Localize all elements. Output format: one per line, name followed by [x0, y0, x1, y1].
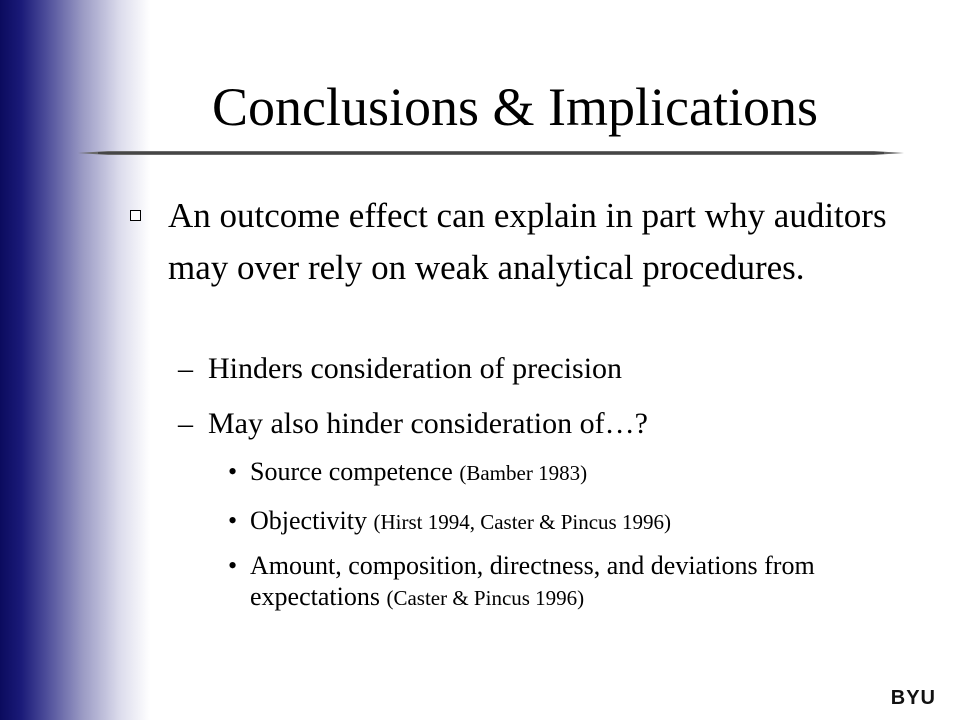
byu-logo: BYU — [890, 687, 936, 709]
list-item — [228, 456, 918, 489]
bullet-dot: • — [228, 506, 238, 535]
point-text: Amount, composition, directness, and deviations from expectations — [250, 551, 815, 611]
bullet-dot: • — [228, 457, 238, 486]
bullet-dot: • — [228, 551, 238, 580]
point-text: Source competence — [250, 457, 453, 486]
sub-item — [178, 406, 648, 442]
sub-item-text: May also hinder consideration of…? — [208, 407, 648, 440]
sub-item — [178, 351, 622, 387]
square-bullet-icon — [130, 210, 141, 221]
main-bullet — [130, 190, 900, 294]
slide-title: Conclusions & Implications — [212, 77, 818, 137]
main-bullet-text: An outcome effect can explain in part why auditors may over rely on weak analytical procedures. — [168, 196, 887, 287]
point-text: Objectivity — [250, 506, 367, 535]
title-divider — [78, 150, 904, 156]
dash-marker: – — [178, 407, 193, 440]
sub-item-text: Hinders consideration of precision — [208, 352, 623, 385]
list-item — [228, 505, 918, 538]
list-item — [228, 550, 918, 614]
dash-marker: – — [178, 352, 193, 385]
citation: (Caster & Pincus 1996) — [386, 586, 585, 610]
citation: (Hirst 1994, Caster & Pincus 1996) — [373, 510, 671, 534]
citation: (Bamber 1983) — [459, 461, 588, 485]
